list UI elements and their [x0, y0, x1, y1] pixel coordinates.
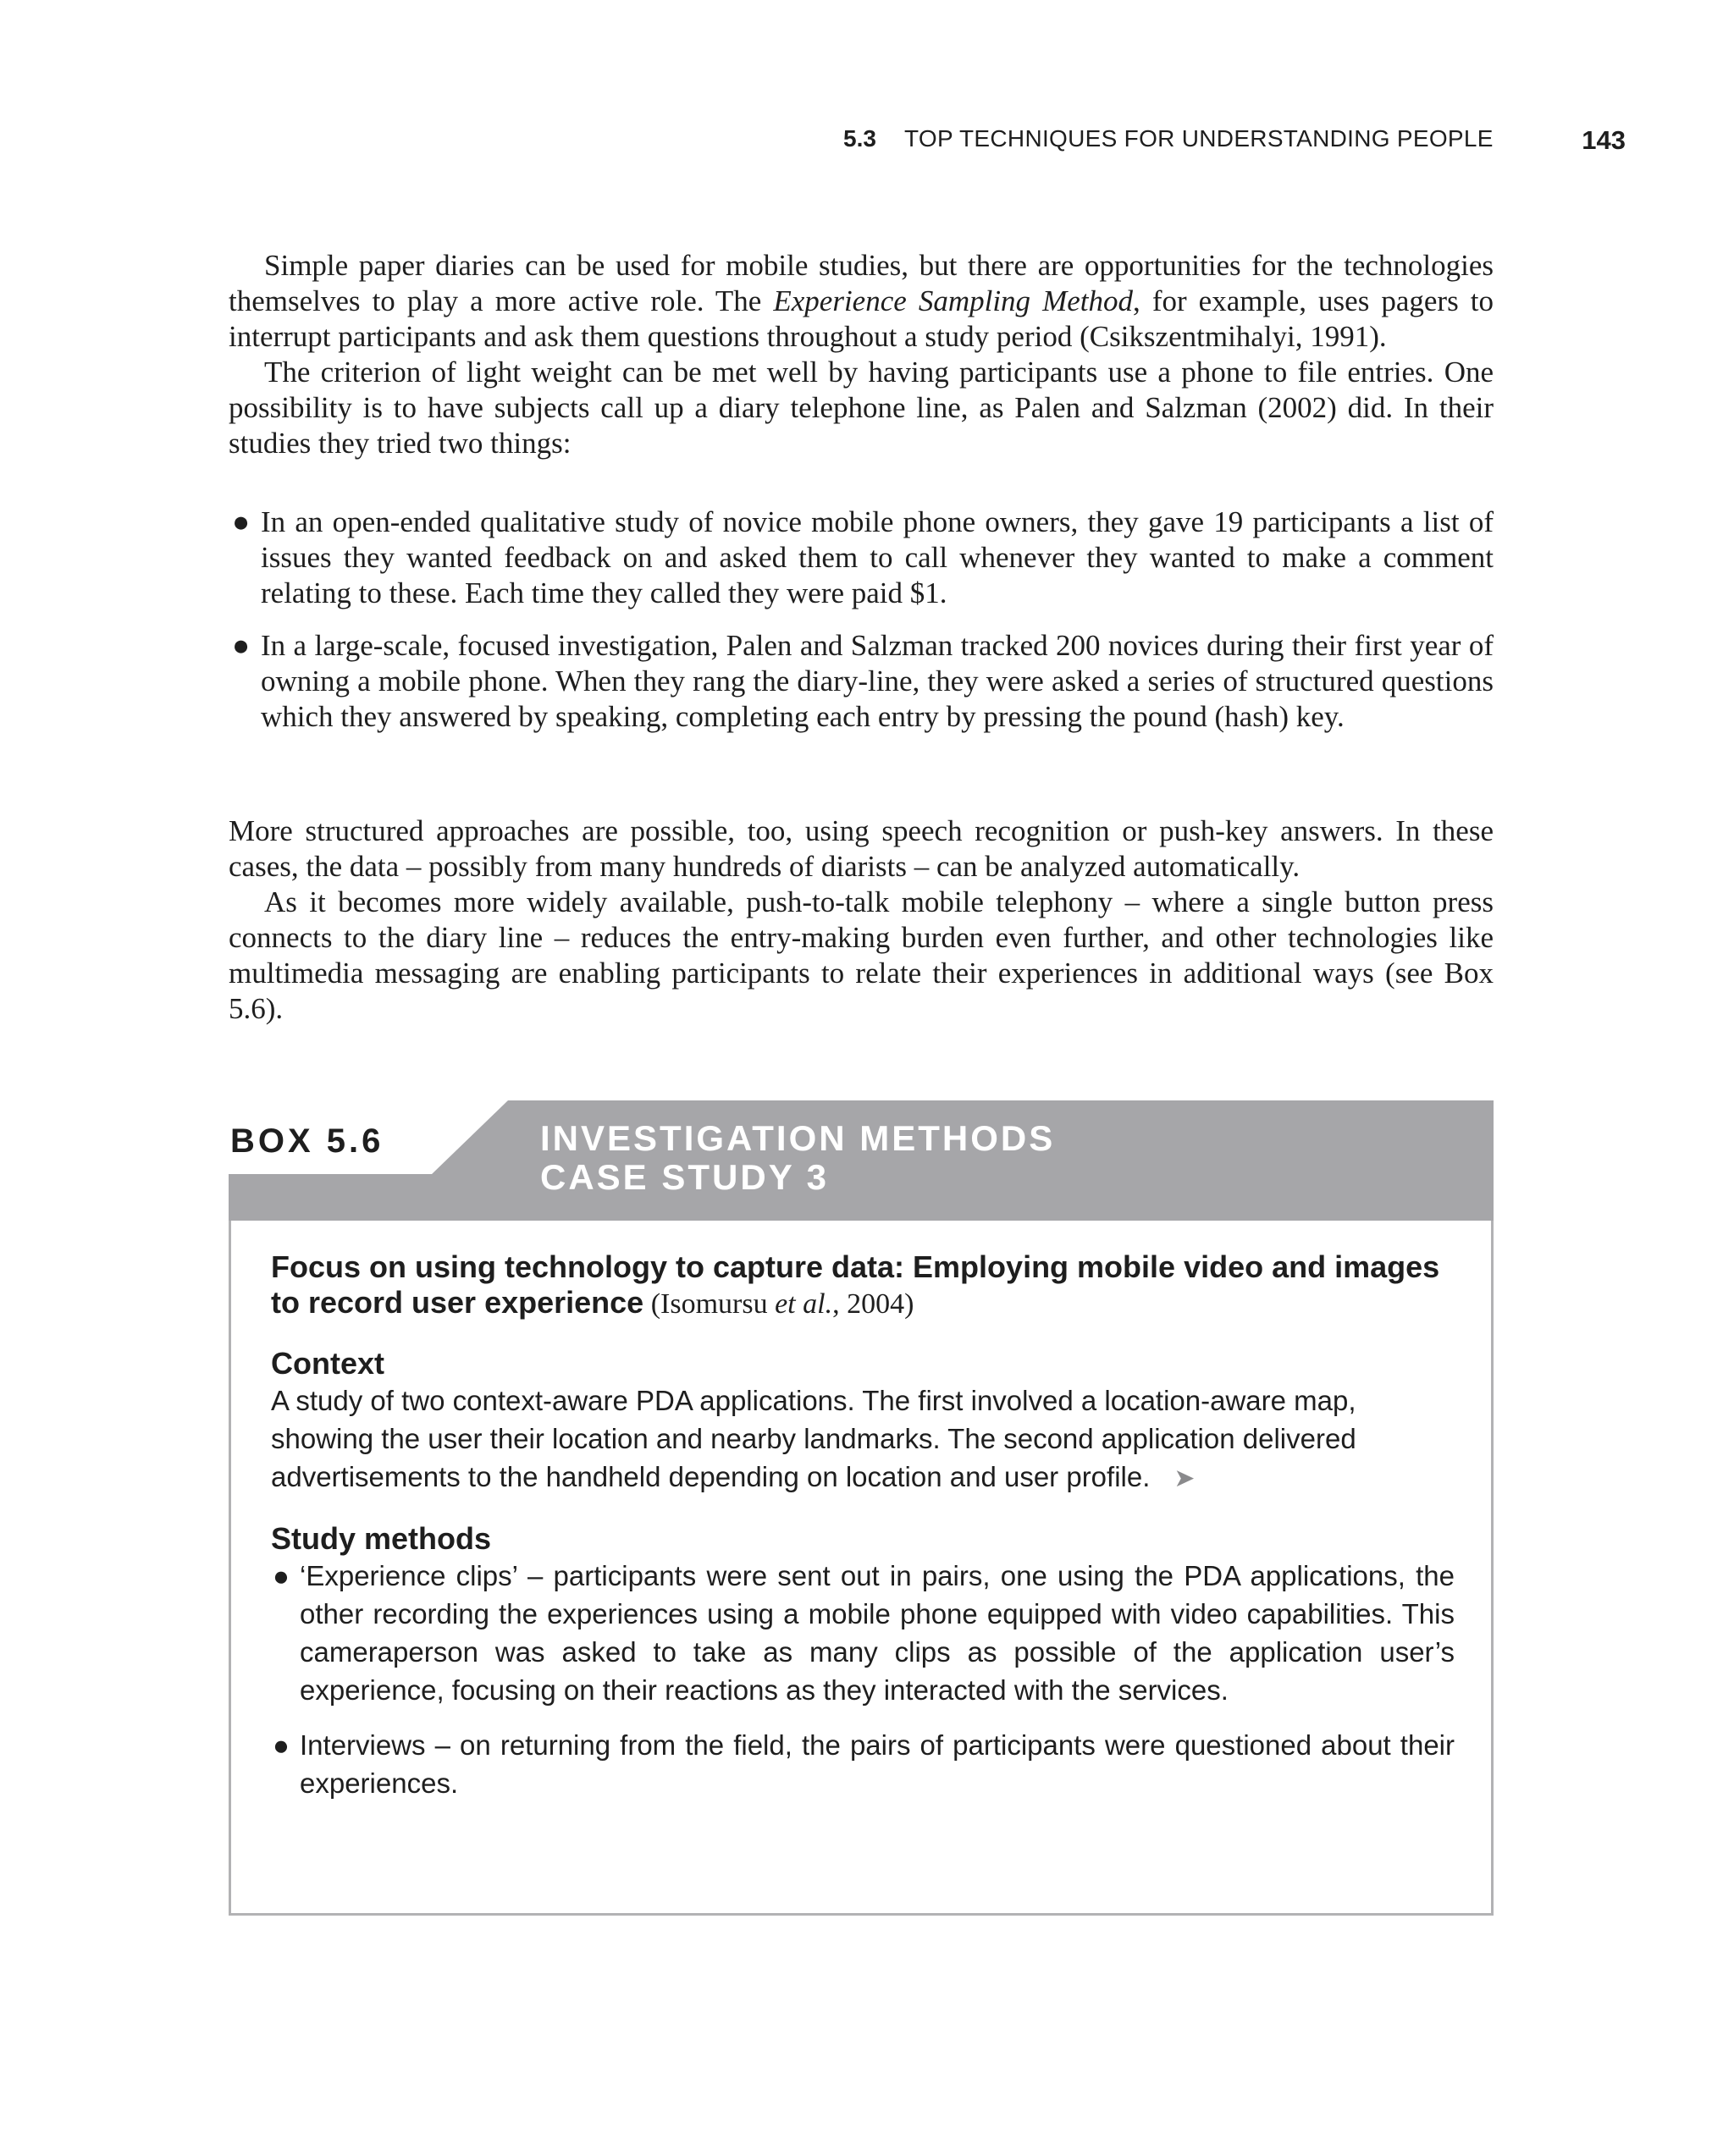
focus-citation: [643, 1288, 914, 1320]
list-item-text: In a large-scale, focused investigation, Palen and Salzman tracked 200 novices during their first year of owning a mobile phone. When they rang the diary-line, they were asked a series of structured questions which they answered by speaking, completing each entry by pressing the pound (hash) key.: [261, 629, 1494, 733]
context-text: [271, 1381, 1455, 1497]
citation-year: , 2004): [832, 1288, 914, 1320]
list-item-text: ‘Experience clips’ – participants were sent out in pairs, one using the PDA applications, the other recording the experiences using a mobile phone equipped with video capabilities. This cameraperson was asked to take as many clips as possible of the application user’s experience, focusing on their reactions as they interacted with the services.: [300, 1560, 1455, 1706]
experience-sampling-method-term: Experience Sampling Method: [773, 284, 1134, 317]
list-item-text: In an open-ended qualitative study of novice mobile phone owners, they gave 19 participants a list of issues they wanted feedback on and asked them to call whenever they wanted to make a comment relating to these. Each time they called they were paid $1.: [261, 505, 1494, 609]
list-item: [271, 1557, 1455, 1709]
citation-author: (Isomursu: [643, 1288, 776, 1320]
box-label: BOX 5.6: [230, 1122, 384, 1160]
box-content: [271, 1249, 1455, 1819]
list-item-text: Interviews – on returning from the field, the pairs of participants were questioned about their experiences.: [300, 1729, 1455, 1799]
running-head: [843, 125, 1626, 159]
section-number: 5.3: [843, 125, 876, 152]
box-title: [540, 1119, 1055, 1197]
box-5-6: [229, 1100, 1494, 1920]
page-number: 143: [1582, 125, 1626, 155]
list-item: [271, 1726, 1455, 1802]
context-body: A study of two context-aware PDA applications. The first involved a location-aware map, showing the user their location and nearby landmarks. The second application delivered advertisements to the handheld depending on location and user profile.: [271, 1385, 1356, 1492]
continue-arrow-icon: ➤: [1173, 1464, 1196, 1492]
list-item: [229, 628, 1494, 735]
list-item: [229, 505, 1494, 611]
paragraph-3: More structured approaches are possible, too, using speech recognition or push-key answers. In these cases, the data – possibly from many hundreds of diarists – can be analyzed automatically.: [229, 814, 1494, 883]
paragraph-2: The criterion of light weight can be met well by having participants use a phone to file entries. One possibility is to have subjects call up a diary telephone line, as Palen and Salzman (2002) did. In their studies they tried two things:: [229, 356, 1494, 460]
bullet-icon: ●: [232, 629, 251, 662]
box-title-line-2: CASE STUDY 3: [540, 1157, 829, 1197]
focus-heading-text: Focus on using technology to capture data: Employing mobile video and images to record user experience: [271, 1249, 1440, 1320]
study-methods-list: [271, 1557, 1455, 1802]
bullet-icon: ●: [273, 1729, 290, 1761]
study-methods-heading: Study methods: [271, 1521, 492, 1556]
paragraph-1-text-a: Simple paper diaries can be used for mobile studies, but there are opportunities for the technologies themselves to play a more active role. The: [229, 249, 1494, 317]
box-focus-heading: [271, 1249, 1455, 1322]
diary-study-bullet-list: [229, 505, 1494, 752]
bullet-icon: ●: [232, 505, 251, 538]
paragraph-1: [229, 248, 1494, 355]
context-heading: Context: [271, 1346, 384, 1381]
citation-et-al: et al.: [775, 1288, 833, 1320]
paragraph-4: As it becomes more widely available, push-to-talk mobile telephony – where a single button press connects to the diary line – reduces the entry-making burden even further, and other technologies like multimedia messaging are enabling participants to relate their experiences in additional ways (see Box 5.6).: [229, 885, 1494, 1025]
running-head-title: TOP TECHNIQUES FOR UNDERSTANDING PEOPLE: [904, 125, 1494, 152]
box-title-line-1: INVESTIGATION METHODS: [540, 1118, 1056, 1158]
paragraph-1-text-b: , for example, uses pagers to interrupt participants and ask them questions throughout a study period (Csikszentmihalyi, 1991).: [229, 284, 1494, 353]
bullet-icon: ●: [273, 1560, 290, 1591]
